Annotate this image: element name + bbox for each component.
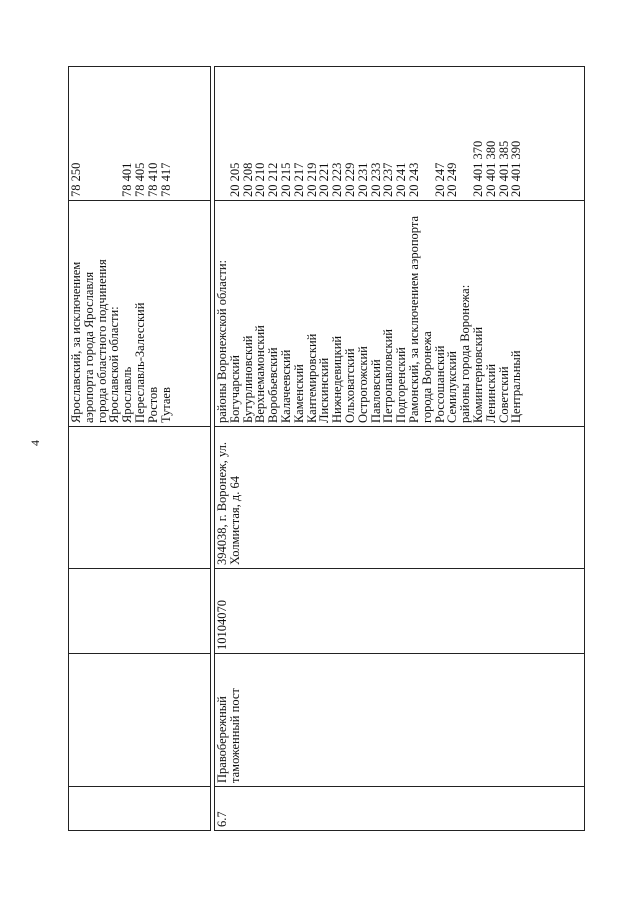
oktmo-code: 20 237 <box>381 162 396 197</box>
oktmo-code: 20 249 <box>445 162 460 197</box>
oktmo-code: 78 250 <box>69 162 83 197</box>
region-line: Острогожский <box>355 346 370 423</box>
oktmo-code: 20 208 <box>240 162 255 197</box>
post-code-cell: 10104070 <box>215 569 585 654</box>
region-line: Центральный <box>509 350 524 423</box>
oktmo-code: 78 410 <box>145 162 160 197</box>
region-line: Ленинский <box>483 363 498 423</box>
region-line: Кантемировский <box>304 333 319 423</box>
oktmo-code: 78 401 <box>120 162 135 197</box>
post-name-cell: Правобережный таможенный пост <box>215 654 585 787</box>
region-line: Семилукский <box>445 351 460 423</box>
oktmo-code: 20 231 <box>355 162 370 197</box>
regions-cell <box>215 201 585 427</box>
oktmo-code: 20 247 <box>432 162 447 197</box>
oktmo-code: 20 221 <box>317 162 332 197</box>
region-line: Богучарский <box>227 355 242 423</box>
region-line: Верхнемамонский <box>253 325 268 423</box>
oktmo-code: 78 405 <box>132 162 147 197</box>
region-line: аэропорта города Ярославля <box>81 271 96 423</box>
region-line: Петропавловский <box>381 329 396 423</box>
top-table-fragment <box>68 66 211 831</box>
oktmo-code: 20 212 <box>266 162 281 197</box>
oktmo-code: 20 210 <box>253 162 268 197</box>
oktmo-code: 78 417 <box>158 162 173 197</box>
region-line: районы города Воронежа: <box>458 284 473 423</box>
region-line: Калачеевский <box>278 349 293 423</box>
oktmo-code: 20 401 385 <box>496 140 511 197</box>
region-line: Ярославской области: <box>107 306 122 423</box>
oktmo-code: 20 215 <box>278 162 293 197</box>
region-line: города Воронежа <box>419 331 434 423</box>
oktmo-code: 20 217 <box>291 162 306 197</box>
empty-cell-number <box>69 787 211 831</box>
row-number-cell: 6.7 <box>215 787 585 831</box>
region-line: Рамонский, за исключением аэропорта <box>406 215 421 423</box>
oktmo-code: 20 233 <box>368 162 383 197</box>
oktmo-code: 20 229 <box>342 162 357 197</box>
region-line: Ярославский, за исключением <box>69 261 83 423</box>
address-cell: 394038, г. Воронеж, ул. Холмистая, д. 64 <box>215 427 585 569</box>
region-line: Ростов <box>145 386 160 423</box>
region-line: Павловский <box>368 359 383 423</box>
region-line: Тутаев <box>158 387 173 423</box>
oktmo-code: 20 223 <box>330 162 345 197</box>
region-line: Ярославль <box>120 366 135 423</box>
codes-cell <box>69 67 211 201</box>
oktmo-code: 20 401 370 <box>470 140 485 197</box>
oktmo-code: 20 241 <box>394 162 409 197</box>
region-line: Советский <box>496 366 511 423</box>
codes-cell <box>215 67 585 201</box>
oktmo-code: 20 205 <box>227 162 242 197</box>
region-line: Коминтерновский <box>470 326 485 423</box>
customs-post-table <box>214 66 585 831</box>
oktmo-code: 20 401 380 <box>483 140 498 197</box>
page-number: 4 <box>28 440 42 446</box>
empty-cell-code <box>69 569 211 654</box>
empty-cell-address <box>69 427 211 569</box>
region-line: Каменский <box>291 364 306 423</box>
region-line: Лискинский <box>317 357 332 423</box>
oktmo-code: 20 401 390 <box>509 140 524 197</box>
region-line: Россошанский <box>432 345 447 423</box>
oktmo-code: 20 219 <box>304 162 319 197</box>
region-line: районы Воронежской области: <box>215 260 229 423</box>
regions-cell <box>69 201 211 427</box>
region-line: города областного подчинения <box>94 259 109 423</box>
region-line: Нижнедевицкий <box>330 335 345 423</box>
empty-cell-post <box>69 654 211 787</box>
region-line: Переславль-Залесский <box>132 302 147 423</box>
oktmo-code: 20 243 <box>406 162 421 197</box>
region-line: Ольховатский <box>342 348 357 423</box>
region-line: Бутурлиновский <box>240 335 255 423</box>
region-line: Воробьевский <box>266 347 281 423</box>
region-line: Подгоренский <box>394 347 409 423</box>
